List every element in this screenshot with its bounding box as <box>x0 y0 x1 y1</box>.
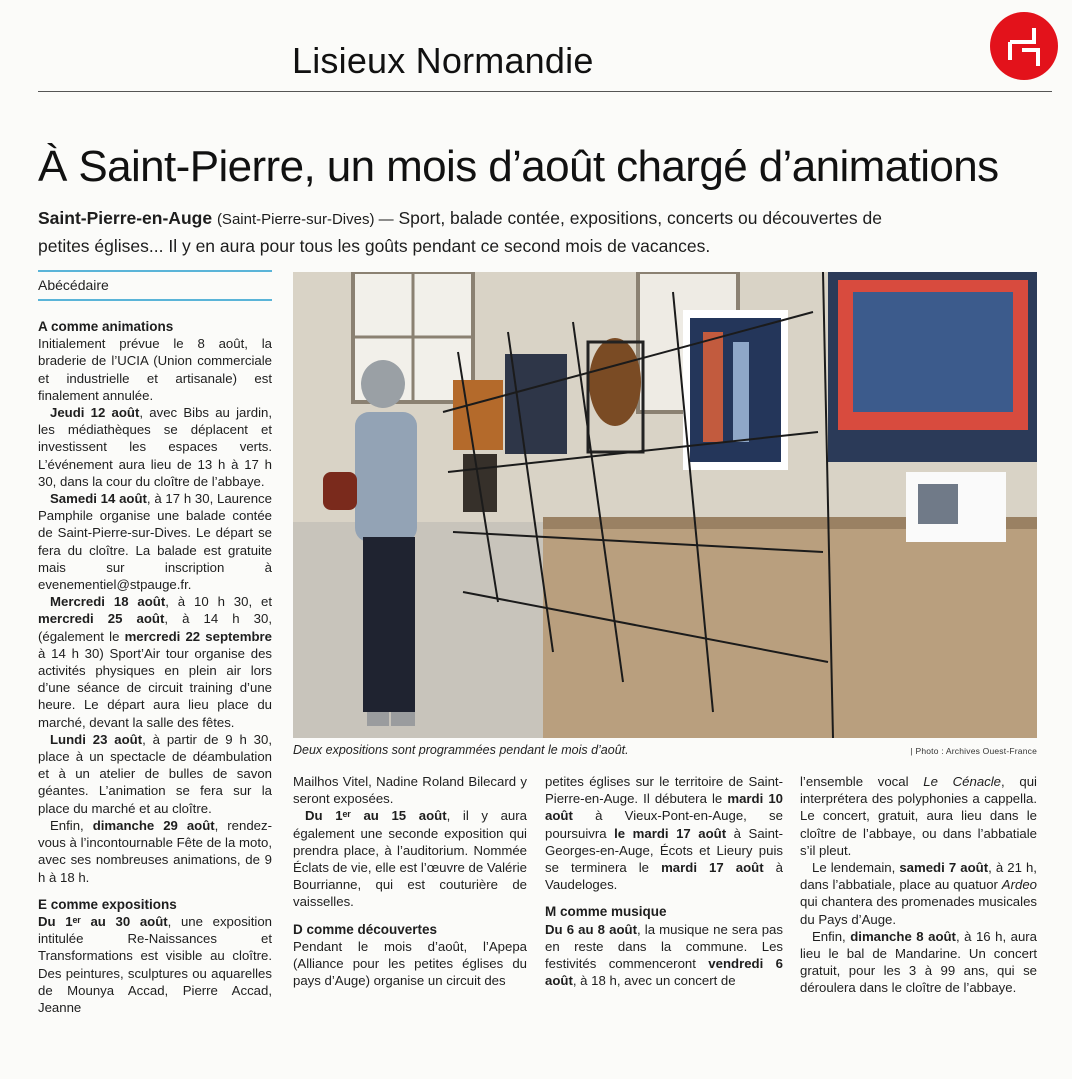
column-3 <box>545 773 783 989</box>
column-1 <box>38 318 272 1016</box>
paragraph: Samedi 14 août, à 17 h 30, Laurence Pamphile organise une balade contée de Saint-Pierre-sur-Dives. Le départ se fera du cloître. La balade est gratuite mais sur inscription à evenementiel@stpauge.fr. <box>38 491 272 593</box>
paragraph: Enfin, dimanche 8 août, à 16 h, aura lieu le bal de Mandarine. Un concert gratuit, pour les 3 à 99 ans, qui se déroulera dans le cloître de l’abbaye. <box>800 928 1037 996</box>
paragraph: Mercredi 18 août, à 10 h 30, et mercredi 25 août, à 14 h 30, (également le mercredi 22 septembre à 14 h 30) Sport’Air tour organise des activités physiques en plein air lors d’une séance de circuit training d’une heure. Le départ aura lieu place du marché, devant la salle des fêtes. <box>38 594 272 730</box>
column-2 <box>293 773 527 989</box>
headline: À Saint-Pierre, un mois d’août chargé d’animations <box>38 142 999 191</box>
chapo-place: Saint-Pierre-en-Auge <box>38 208 213 228</box>
heading-decouvertes: D comme découvertes <box>293 921 438 937</box>
header-rule <box>38 91 1052 92</box>
paragraph: Du 1ᵉʳ au 15 août, il y aura également une seconde exposition qui prendra place, à l’auditorium. Nommée Éclats de vie, elle est l’œuvre de Valérie Bourrianne, qui est couturière de vaisselles. <box>293 808 527 910</box>
column-4 <box>800 773 1037 997</box>
section-title: Lisieux Normandie <box>292 40 594 81</box>
chapo-text: Sport, balade contée, expositions, concerts ou découvertes de petites églises... Il y en aura pour tous les goûts pendant ce second mois de vacances. <box>38 208 882 256</box>
paragraph: Du 6 au 8 août, la musique ne sera pas en reste dans la commune. Les festivités commenceront vendredi 6 août, à 18 h, avec un concert de <box>545 921 783 989</box>
ouest-france-logo <box>990 12 1058 80</box>
chapo <box>38 205 938 259</box>
exhibition-photo <box>293 272 1037 738</box>
paragraph: Lundi 23 août, à partir de 9 h 30, place à un spectacle de déambulation et à un atelier de bulles de savon géantes. L’animation se fera sur la place du marché et au cloître. <box>38 731 273 816</box>
paragraph: Jeudi 12 août, avec Bibs au jardin, les médiathèques se déplacent et investissent les espaces verts. L’événement aura lieu de 13 h à 17 h 30, dans la cour du cloître de l’abbaye. <box>38 405 273 489</box>
paragraph: Mailhos Vitel, Nadine Roland Bilecard y seront exposées. <box>293 774 527 807</box>
photo-credit: | Photo : Archives Ouest-France <box>910 746 1037 756</box>
chapo-paren: (Saint-Pierre-sur-Dives) — <box>216 211 394 228</box>
rubric-label: Abécédaire <box>38 270 272 301</box>
heading-animations: A comme animations <box>38 319 174 334</box>
paragraph: Initialement prévue le 8 août, la braderie de l’UCIA (Union commerciale et industrielle et artisanale) est finalement annulée. <box>38 336 272 403</box>
paragraph: l’ensemble vocal Le Cénacle, qui interprétera des polyphonies a cappella. Le concert, gratuit, aura lieu dans le cloître de l’abbaye, ou dans l’abbatiale s’il pleut. <box>800 774 1037 858</box>
paragraph: Pendant le mois d’août, l’Apepa (Alliance pour les petites églises du pays d’Auge) organise un circuit des <box>293 938 527 989</box>
photo-caption: Deux expositions sont programmées pendant le mois d’août. <box>293 743 629 757</box>
heading-musique: M comme musique <box>545 904 667 920</box>
paragraph: Du 1ᵉʳ au 30 août, une exposition intitulée Re-Naissances et Transformations est visible au cloître. Des peintures, sculptures ou aquarelles de Mounya Accad, Pierre Accad, Jeanne <box>38 913 272 1015</box>
paragraph: Enfin, dimanche 29 août, rendez-vous à l’incontournable Fête de la moto, avec ses nombreuses animations, de 9 h à 18 h. <box>38 817 273 885</box>
paragraph: petites églises sur le territoire de Saint-Pierre-en-Auge. Il débutera le mardi 10 août à Vieux-Pont-en-Auge, se poursuivra le mardi 17 août à Saint-Georges-en-Auge, Écots et Lieury puis se terminera le mardi 17 août à Vaudeloges. <box>545 774 784 893</box>
heading-expositions: E comme expositions <box>38 896 177 912</box>
paragraph: Le lendemain, samedi 7 août, à 21 h, dans l’abbatiale, place au quatuor Ardeo qui chantera des promenades musicales du Pays d’Auge. <box>800 860 1037 927</box>
